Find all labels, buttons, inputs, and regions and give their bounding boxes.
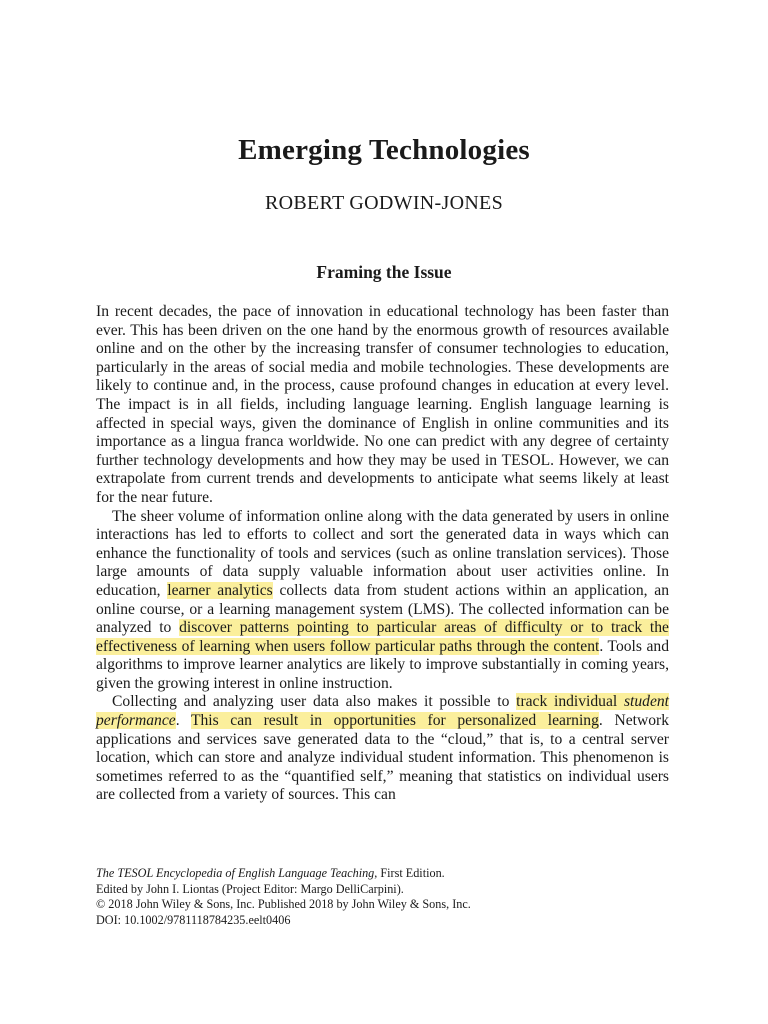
section-heading: Framing the Issue [316,262,452,282]
paragraph-2-text-b: collects data from student actions within an application, an online course, or a learning management system (LMS). The collected information can be analyzed to [96,581,669,637]
paragraph-2-text-a: The sheer volume of information online along with the data generated by users in online interactions has led to efforts to collect and sort the generated data in ways which can enhance the functionality of tools and services (such as online translation services). Those large amounts of data supply valuable information about user activities online. In education, [96,507,669,599]
footer-edition: , First Edition. [374,866,445,880]
highlight-track-italic: student performance [96,693,669,730]
paragraph-2 [96,508,669,694]
author-name: ROBERT GODWIN-JONES [264,192,503,214]
highlight-track-text: track individual [516,693,624,711]
paragraph-3-text-c: . Network applications and services save generated data to the “cloud,” that is, to a central server location, which can store and analyze individual student information. This phenomenon is sometimes referred to as the “quantified self,” meaning that statistics on individual users are collected from a variety of sources. This can [96,712,670,804]
page-title: Emerging Technologies [238,134,530,166]
footer-copyright: © 2018 John Wiley & Sons, Inc. Published 2018 by John Wiley & Sons, Inc. [96,897,471,912]
highlight-personalized-learning[interactable]: This can result in opportunities for personalized learning [190,712,599,730]
paragraph-2-text-c: . Tools and algorithms to improve learner analytics are likely to improve substantially in coming years, given the growing interest in online instruction. [96,637,670,692]
paragraph-3-text-b: . [175,712,191,730]
paragraph-3 [96,693,669,805]
body-text [96,303,669,805]
footer-editors: Edited by John I. Liontas (Project Editor: Margo DelliCarpini). [96,881,404,896]
highlight-learner-analytics[interactable]: learner analytics [167,581,273,599]
publication-footer [96,866,676,928]
paragraph-3-text-a: Collecting and analyzing user data also makes it possible to [112,693,517,711]
paragraph-1: In recent decades, the pace of innovation in educational technology has been faster than ever. This has been driven on the one hand by the enormous growth of resources available online and on the other by the increasing transfer of consumer technologies to education, particularly in the areas of social media and mobile technologies. These developments are likely to continue and, in the process, cause profound changes in education at every level. The impact is in all fields, including language learning. English language learning is affected in special ways, given the dominance of English in online communities and its importance as a lingua franca worldwide. No one can predict with any degree of certainty further technology developments and how they may be used in TESOL. However, we can extrapolate from current trends and developments to anticipate what seems likely at least for the near future. [96,303,669,506]
footer-book-line [96,866,676,882]
highlight-discover-patterns[interactable]: discover patterns pointing to particular areas of difficulty or to track the effectiveness of learning when users follow particular paths through the content [96,619,669,655]
footer-book-title: The TESOL Encyclopedia of English Language Teaching [96,866,375,880]
footer-doi: DOI: 10.1002/9781118784235.eelt0406 [96,912,291,927]
